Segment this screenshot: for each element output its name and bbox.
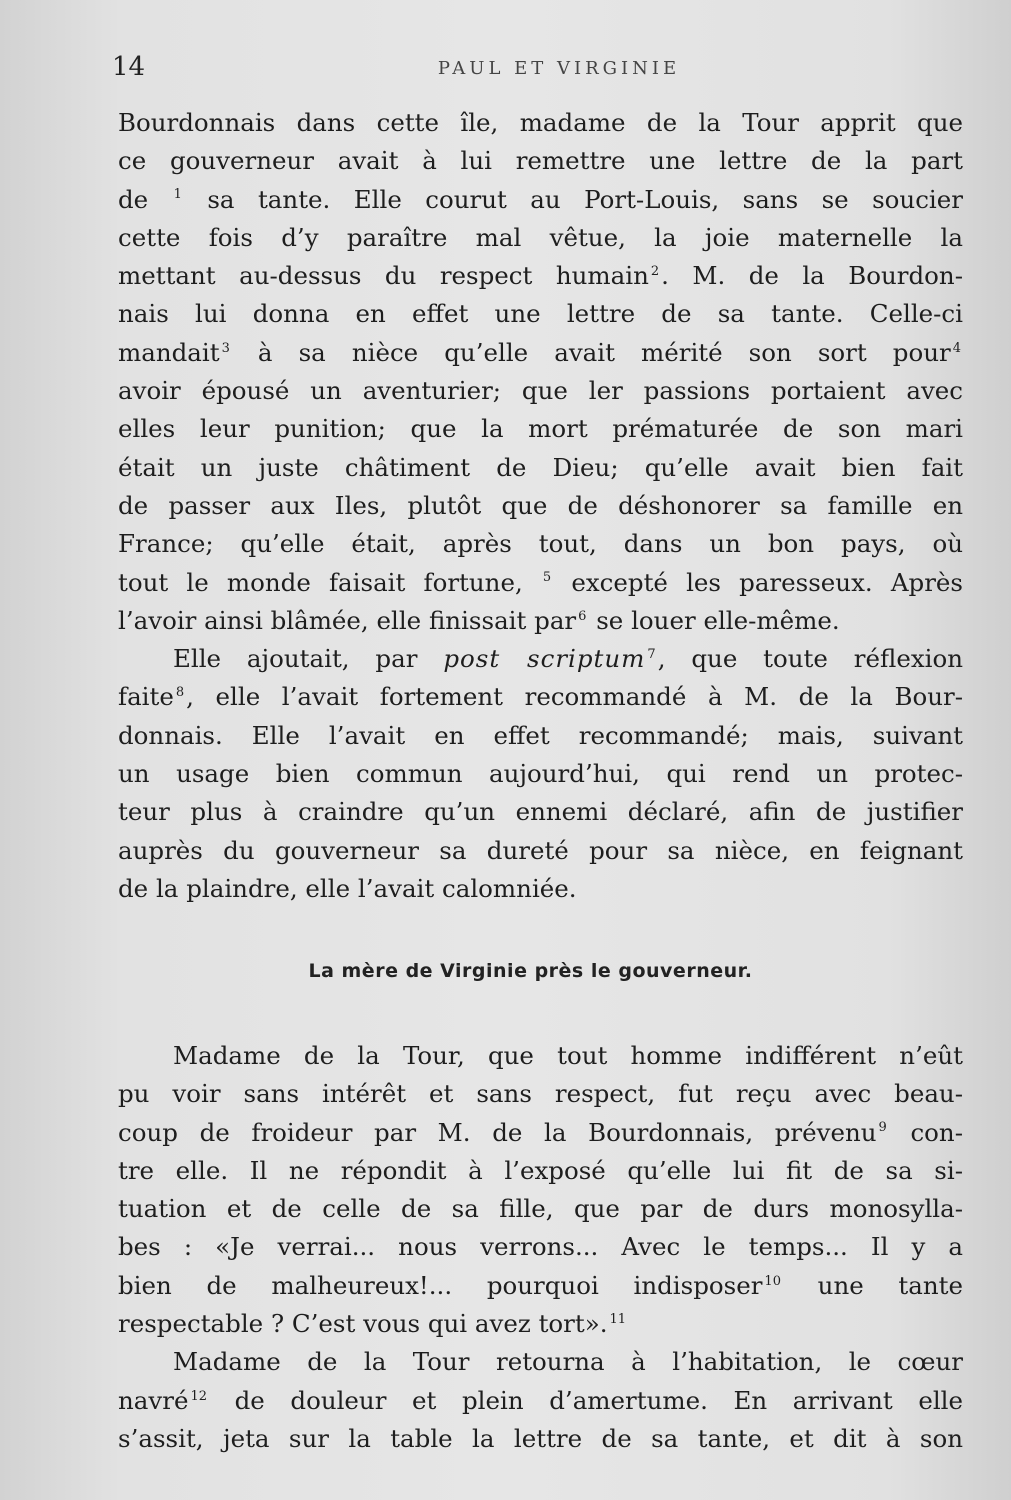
text-run: navré [118, 1385, 189, 1415]
text-line [118, 1382, 963, 1420]
text-run: respectable ? C’est vous qui avez tort». [118, 1309, 608, 1339]
text-run: France; qu’elle était, après tout, dans un bon pays, où [118, 529, 963, 559]
text-run: de douleur et plein d’amertume. En arrivant elle [208, 1385, 963, 1415]
footnote-marker: 10 [764, 1273, 781, 1289]
text-line [118, 295, 963, 333]
text-run: elles leur punition; que la mort prématurée de son mari [118, 414, 963, 444]
text-line [118, 832, 963, 870]
text-run: tuation et de celle de sa fille, que par de durs monosylla- [118, 1194, 963, 1224]
text-line [118, 1267, 963, 1305]
text-run: excepté les paresseux. Après [553, 567, 963, 597]
text-run: l’avoir ainsi blâmée, elle finissait par [118, 605, 577, 635]
text-run: faite [118, 682, 174, 712]
text-run: une tante [782, 1270, 963, 1300]
text-line [118, 640, 963, 678]
text-line [118, 755, 963, 793]
text-line [118, 1420, 963, 1458]
text-run: à sa nièce qu’elle avait mérité son sort pour [231, 337, 951, 367]
text-run: mettant au-dessus du respect humain [118, 261, 649, 291]
text-run: cette fois d’y paraître mal vêtue, la joie maternelle la [118, 222, 963, 252]
footnote-marker: 12 [190, 1388, 207, 1404]
text-line [118, 334, 963, 372]
text-run: avoir épousé un aventurier; que ler passions portaient avec [118, 376, 963, 406]
text-run: , elle l’avait fortement recommandé à M. de la Bour- [186, 682, 963, 712]
text-line [118, 1114, 963, 1152]
text-run: Madame de la Tour retourna à l’habitation, le cœur [173, 1347, 963, 1377]
footnote-marker: 7 [647, 647, 656, 662]
footnote-marker: 4 [952, 340, 961, 356]
text-line [118, 410, 963, 448]
paragraph-1 [118, 104, 963, 640]
text-run: Elle ajoutait, par [173, 644, 444, 674]
text-run: coup de froideur par M. de la Bourdonnais, prévenu [118, 1117, 877, 1147]
text-line [118, 1075, 963, 1113]
text-run: pu voir sans intérêt et sans respect, fut reçu avec beau- [118, 1079, 963, 1109]
running-title: PAUL ET VIRGINIE [437, 58, 681, 79]
text-line [118, 1037, 963, 1075]
text-line [118, 1190, 963, 1228]
text-run: s’assit, jeta sur la table la lettre de sa tante, et dit à son [118, 1423, 963, 1453]
text-run: mandait [118, 337, 220, 367]
text-run: de la plaindre, elle l’avait calomniée. [118, 873, 577, 903]
text-line [118, 678, 963, 716]
text-line [118, 1228, 963, 1266]
text-run: teur plus à craindre qu’un ennemi déclaré, afin de justifier [118, 797, 963, 827]
footnote-marker: 5 [542, 570, 552, 586]
paragraph-2 [118, 640, 963, 908]
text-line [118, 870, 963, 908]
footnote-marker: 6 [578, 608, 587, 624]
text-line [118, 372, 963, 410]
text-line [118, 257, 963, 295]
text-run: Madame de la Tour, que tout homme indifférent n’eût [173, 1041, 963, 1070]
text-line [118, 181, 963, 219]
text-run: con- [888, 1117, 963, 1147]
text-line [118, 449, 963, 487]
text-line [118, 602, 963, 640]
paragraph-4 [118, 1343, 963, 1458]
section-heading: La mère de Virginie près le gouverneur. [308, 960, 753, 982]
text-line [118, 1343, 963, 1381]
footnote-marker: 11 [609, 1311, 627, 1327]
text-line [118, 142, 963, 180]
text-run: était un juste châtiment de Dieu; qu’elle avait bien fait [118, 452, 963, 482]
footnote-marker: 9 [878, 1120, 887, 1136]
text-run: un usage bien commun aujourd’hui, qui rend un protec- [118, 759, 963, 789]
text-run: de [118, 184, 172, 214]
text-run: Bourdonnais dans cette île, madame de la Tour apprit que [118, 108, 963, 137]
footnote-marker: 3 [221, 340, 230, 356]
text-run: tre elle. Il ne répondit à l’exposé qu’elle lui fit de sa si- [118, 1155, 963, 1185]
footnote-marker: 1 [173, 187, 182, 203]
text-run: bes : «Je verrai... nous verrons... Avec le temps... Il y a [118, 1232, 963, 1262]
text-line [118, 1305, 963, 1343]
italic-text: post scriptum [443, 644, 646, 674]
text-line [118, 564, 963, 602]
page-number: 14 [112, 52, 146, 82]
text-run: de passer aux Iles, plutôt que de déshonorer sa famille en [118, 490, 963, 520]
text-run: . M. de la Bourdon- [661, 261, 963, 291]
text-line [118, 1152, 963, 1190]
text-run: sa tante. Elle courut au Port-Louis, sans se soucier [183, 184, 963, 214]
text-line [118, 487, 963, 525]
text-block-lower [118, 1037, 963, 1458]
footnote-marker: 8 [175, 685, 185, 701]
text-line [118, 104, 963, 142]
text-run: bien de malheureux!... pourquoi indisposer [118, 1270, 763, 1300]
text-run: ce gouverneur avait à lui remettre une lettre de la part [118, 146, 963, 176]
footnote-marker: 2 [650, 264, 660, 280]
text-run: nais lui donna en effet une lettre de sa tante. Celle-ci [118, 299, 963, 329]
text-line [118, 219, 963, 257]
text-line [118, 793, 963, 831]
text-line [118, 525, 963, 563]
text-block-upper [118, 104, 963, 908]
text-run: auprès du gouverneur sa dureté pour sa nièce, en feignant [118, 835, 963, 865]
text-run: tout le monde faisait fortune, [118, 567, 541, 597]
paragraph-3 [118, 1037, 963, 1343]
text-run: donnais. Elle l’avait en effet recommandé; mais, suivant [118, 720, 963, 750]
text-line [118, 717, 963, 755]
text-run: , que toute réflexion [657, 644, 963, 674]
page-header [112, 52, 966, 86]
text-run: se louer elle-même. [588, 605, 840, 635]
